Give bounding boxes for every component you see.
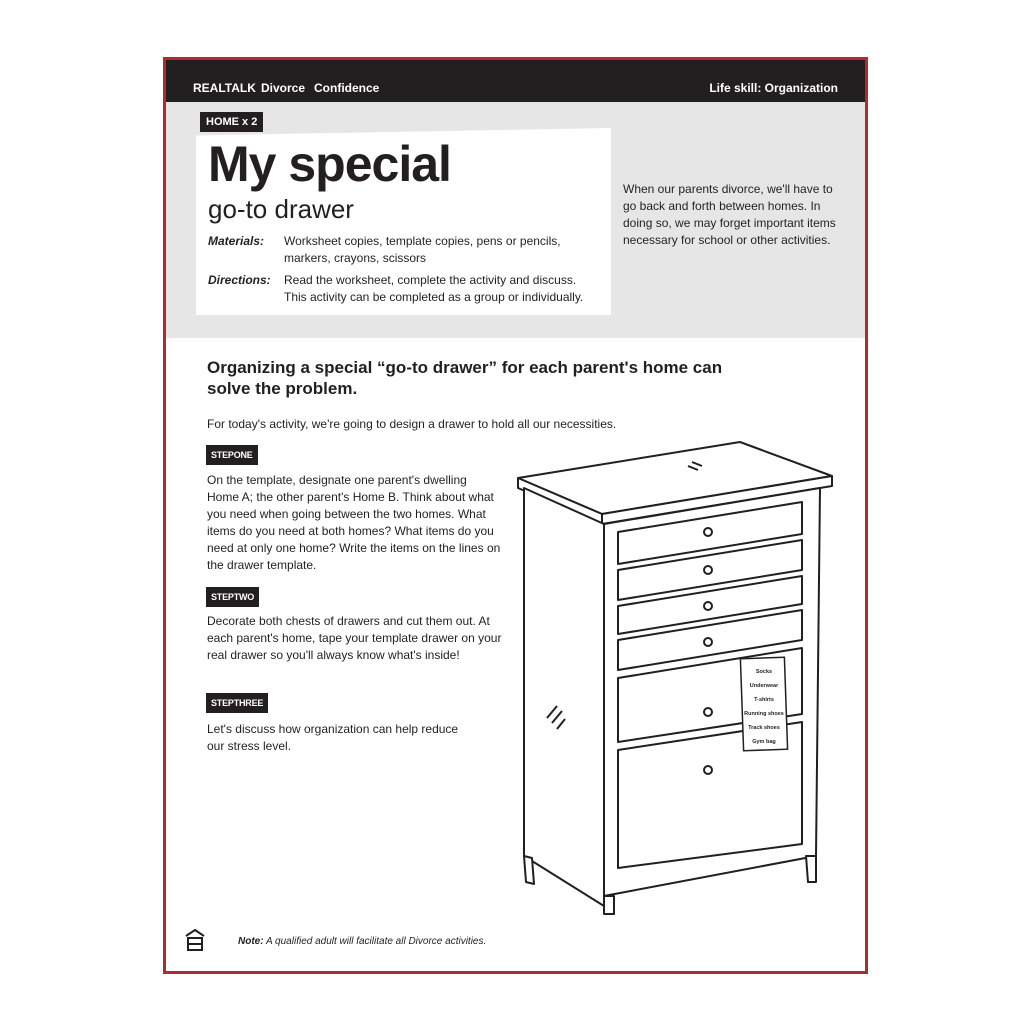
note-label: Note: — [238, 936, 264, 947]
life-skill-label: Life skill: Organization — [709, 81, 838, 95]
top-bar — [166, 60, 865, 102]
lead-text: For today's activity, we're going to design a drawer to hold all our necessities. — [207, 417, 617, 431]
label-item-gym-bag: Gym bag — [752, 739, 776, 745]
section-headline: Organizing a special “go-to drawer” for each parent's home can solve the problem. — [207, 358, 723, 398]
materials-label: Materials: — [208, 234, 265, 248]
home-tag: HOME x 2 — [200, 112, 263, 132]
nav-confidence[interactable]: Confidence — [314, 81, 380, 95]
step-two-badge: STEPTWO — [206, 587, 259, 607]
house-logo-icon — [184, 928, 206, 952]
label-item-running-shoes: Running shoes — [744, 711, 784, 717]
worksheet-page — [163, 57, 868, 974]
directions-text: Read the worksheet, complete the activity and discuss. This activity can be completed as a group or individually. — [284, 273, 584, 304]
dresser-illustration — [510, 436, 840, 916]
step-two-text: Decorate both chests of drawers and cut them out. At each parent's home, tape your template drawer on your real drawer so you'll always know what's inside! — [207, 614, 502, 662]
materials-text: Worksheet copies, template copies, pens or pencils, markers, crayons, scissors — [284, 234, 561, 265]
page-title: My special — [208, 136, 451, 192]
step-three-text: Let's discuss how organization can help reduce our stress level. — [207, 722, 459, 753]
label-item-tshirts: T-shirts — [754, 697, 774, 703]
hero-section — [166, 102, 865, 338]
intro-text: When our parents divorce, we'll have to go back and forth between homes. In doing so, we may forget important items necessary for school or other activities. — [623, 182, 836, 247]
label-item-underwear: Underwear — [749, 683, 779, 689]
note-text: A qualified adult will facilitate all Divorce activities. — [265, 936, 487, 947]
brand-label: REALTALK — [193, 81, 256, 95]
step-three-badge: STEPTHREE — [206, 693, 268, 713]
directions-label: Directions: — [208, 273, 271, 287]
step-one-badge: STEPONE — [206, 445, 258, 465]
label-item-track-shoes: Track shoes — [748, 725, 780, 731]
nav-divorce[interactable]: Divorce — [261, 81, 306, 95]
step-one-text: On the template, designate one parent's dwelling Home A; the other parent's Home B. Think about what you need when going between the two homes. What items do you need at both homes? What items do you need at only one home? Write the items on the lines on the drawer template. — [207, 473, 501, 572]
page-subtitle: go-to drawer — [208, 194, 354, 224]
label-item-socks: Socks — [755, 669, 773, 675]
footer-note — [238, 936, 486, 947]
